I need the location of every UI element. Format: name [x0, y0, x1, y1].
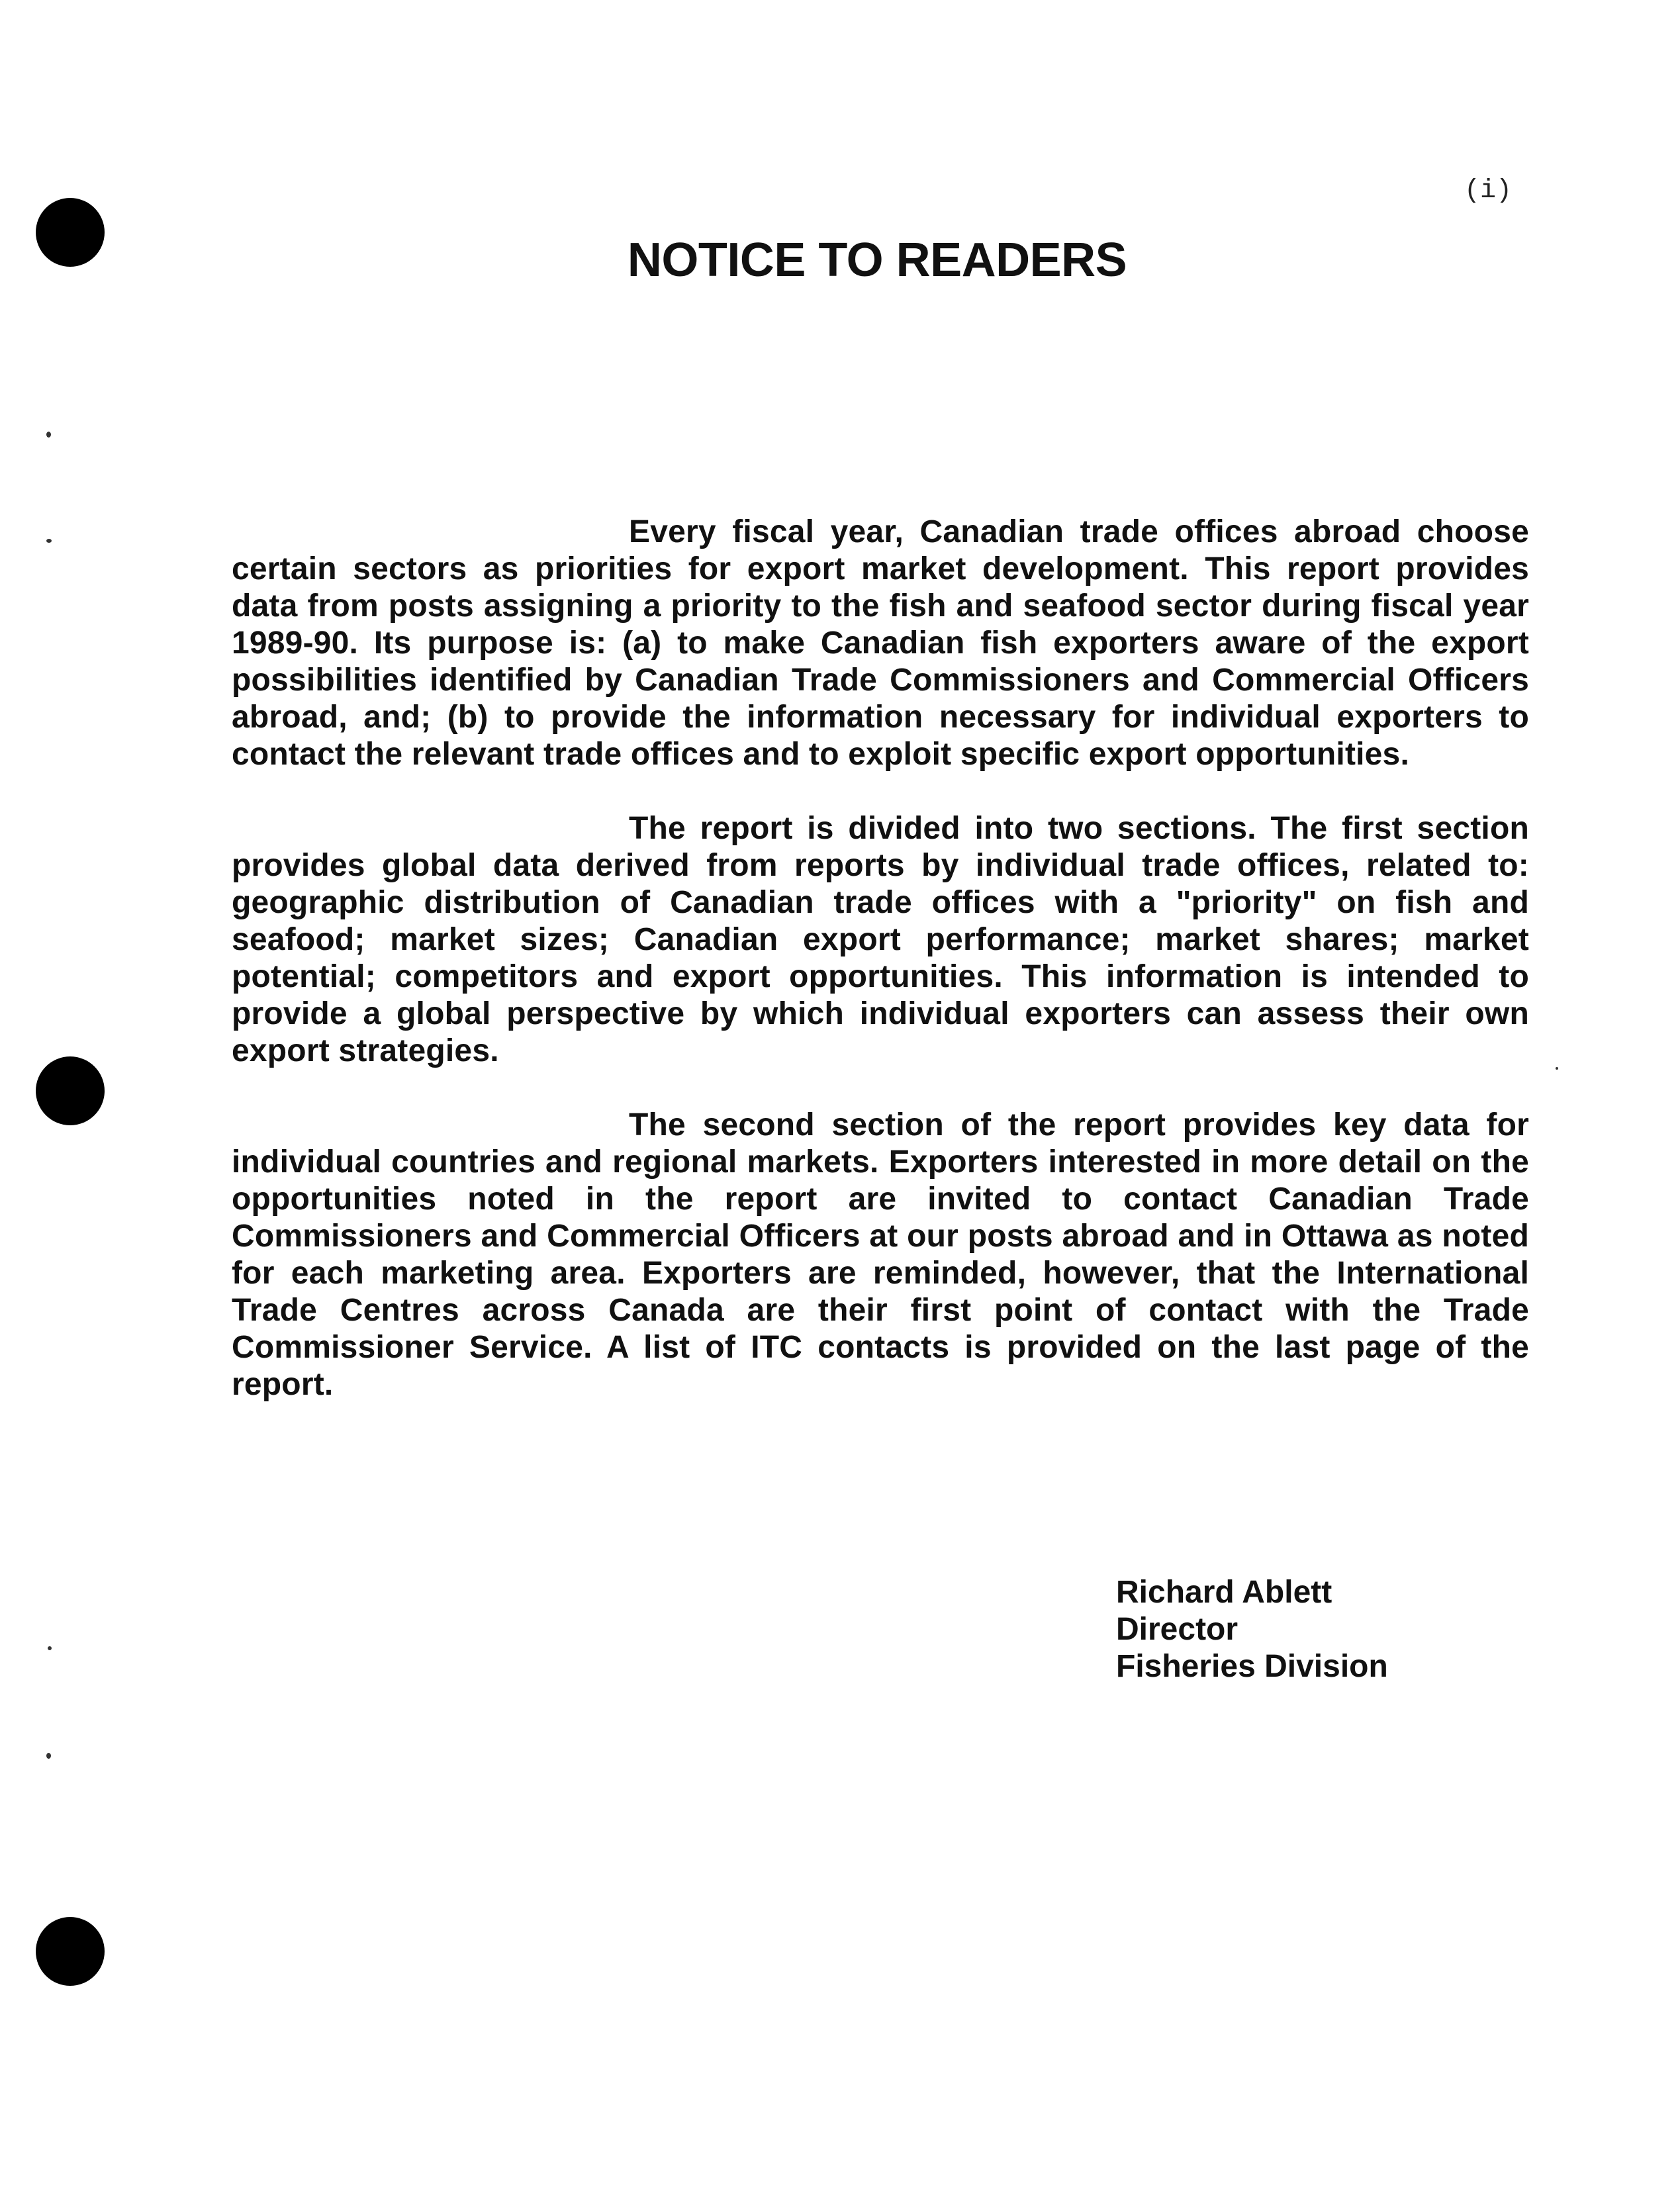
signatory-name: Richard Ablett — [1116, 1575, 1332, 1610]
scan-speck — [46, 539, 52, 543]
binder-hole-middle — [36, 1056, 105, 1125]
page-title: NOTICE TO READERS — [627, 234, 1127, 287]
signatory-position: Director — [1116, 1612, 1238, 1647]
signature-block — [1116, 1574, 1388, 1685]
scan-speck — [46, 1753, 51, 1759]
paragraph-contacts: The second section of the report provides key data for individual countries and regional markets. Exporters interested in more detail on the opportunities noted in the report are invited to contact Canadian Trade Commissioners and Commercial Officers at our posts abroad and in Ottawa as noted for each marketing area. Exporters are reminded, however, that the International Trade Centres across Canada are their first point of contact with the Trade Commissioner Service. A list of ITC contacts is provided on the last page of the report. — [232, 1107, 1529, 1402]
scan-speck — [46, 432, 51, 438]
binder-hole-bottom — [36, 1917, 105, 1986]
scan-speck — [1556, 1067, 1558, 1070]
page-number: (i) — [1464, 176, 1513, 206]
paragraph-purpose: Every fiscal year, Canadian trade offices abroad choose certain sectors as priorities for export market development. This report provides data from posts assigning a priority to the fish and seafood sector during fiscal year 1989-90. Its purpose is: (a) to make Canadian fish exporters aware of the export possibilities identified by Canadian Trade Commissioners and Commercial Officers abroad, and; (b) to provide the information necessary for individual exporters to contact the relevant trade offices and to exploit specific export opportunities. — [232, 514, 1529, 772]
scan-speck — [48, 1646, 52, 1650]
paragraph-sections: The report is divided into two sections. The first section provides global data derived from reports by individual trade offices, related to: geographic distribution of Canadian trade offices with a "priority" on fish and seafood; market sizes; Canadian export performance; market shares; market potential; competitors and export opportunities. This information is intended to provide a global perspective by which individual exporters can assess their own export strategies. — [232, 811, 1529, 1068]
signatory-division: Fisheries Division — [1116, 1649, 1388, 1684]
notice-body — [232, 514, 1529, 1440]
